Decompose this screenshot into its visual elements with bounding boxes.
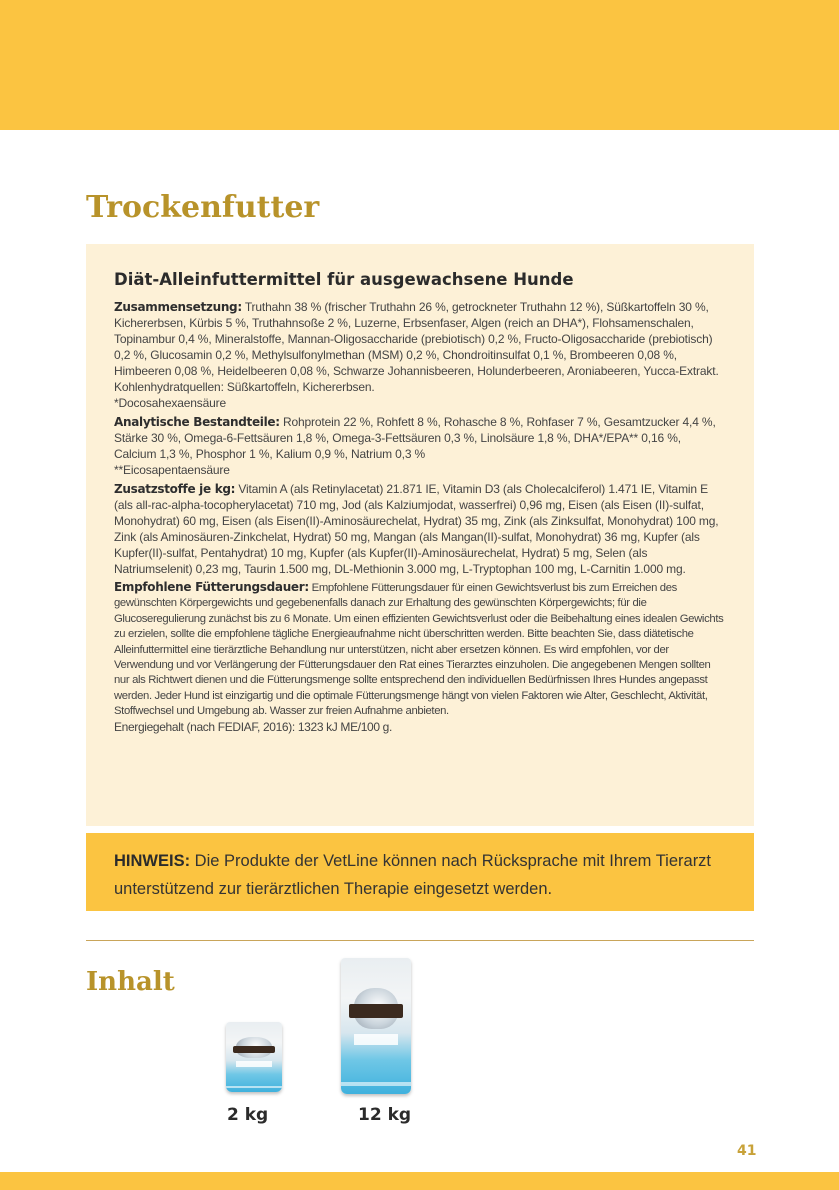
product-bag-large-image — [341, 958, 411, 1094]
top-color-band — [0, 0, 839, 130]
additives-text: Vitamin A (als Retinylacetat) 21.871 IE, Vitamin D3 (als Cholecalciferol) 1.471 IE, Vitamin E (als all-rac-alpha-tocopherylacetat) 710 mg, Jod (als Kalziumjodat, wasserfrei) 0,96 mg, Eisen (als Eisen (II)-sulfat, Monohydrat) 60 mg, Eisen (als Eisen(II)-Aminosäurechelat, Hydrat) 35 mg, Zink (als Zinksulfat, Monohydrat) 100 mg, Zink (als Aminosäuren-Zinkchelat, Hydrat) 50 mg, Mangan (als Mangan(II)-sulfat, Monohydrat) 36 mg, Kupfer (als Kupfer(II)-sulfat, Pentahydrat) 10 mg, Kupfer (als Kupfer(II)-Aminosäurechelat, Hydrat) 5 mg, Selen (als Natriumselenit) 0,23 mg, Taurin 1.500 mg, DL-Methionin 3.000 mg, L-Tryptophan 100 mg, L-Carnitin 1.000 mg. — [114, 482, 719, 576]
section-title-trockenfutter: Trockenfutter — [86, 190, 320, 225]
feeding-duration-paragraph — [114, 580, 726, 736]
product-info-box — [86, 244, 754, 826]
composition-text: Truthahn 38 % (frischer Truthahn 26 %, getrockneter Truthahn 12 %), Süßkartoffeln 30 %, Kichererbsen, Kürbis 5 %, Truthahnsoße 2 %, Luzerne, Erbsenfaser, Algen (reich an DHA*), Flohsamenschalen, Topinambur 0,4 %, Mineralstoffe, Mannan-Oligosaccharide (prebiotisch) 0,2 %, Fructo-Oligosaccharide (prebiotisch) 0,2 %, Glucosamin 0,2 %, Methylsulfonylmethan (MSM) 0,2 %, Chondroitinsulfat 0,1 %, Brombeeren 0,08 %, Himbeeren 0,08 %, Heidelbeeren 0,08 %, Schwarze Johannisbeeren, Holunderbeeren, Aroniabeeren, Yucca-Extrakt. — [114, 300, 719, 378]
section-divider — [86, 940, 754, 941]
bag-weight-large: 12 kg — [358, 1105, 412, 1125]
feeding-duration-label: Empfohlene Fütterungsdauer: — [114, 580, 309, 594]
hint-label: HINWEIS: — [114, 852, 191, 870]
carbohydrate-sources: Kohlenhydratquellen: Süßkartoffeln, Kichererbsen. — [114, 380, 375, 394]
epa-footnote: **Eicosapentaensäure — [114, 463, 230, 477]
analytical-label: Analytische Bestandteile: — [114, 415, 280, 429]
analytical-text: Rohprotein 22 %, Rohfett 8 %, Rohasche 8 %, Rohfaser 7 %, Gesamtzucker 4,4 %, Stärke 30 %, Omega-6-Fettsäuren 1,8 %, Omega-3-Fettsäuren 0,3 %, Linolsäure 1,8 %, DHA*/EPA** 0,16 %, Calcium 1,3 %, Phosphor 1 %, Kalium 0,9 %, Natrium 0,3 % — [114, 415, 716, 461]
hint-text: Die Produkte der VetLine können nach Rücksprache mit Ihrem Tierarzt unterstützend zur tierärztlichen Therapie eingesetzt werden. — [114, 852, 712, 898]
dha-footnote: *Docosahexaensäure — [114, 396, 227, 410]
product-bag-small-image — [226, 1022, 282, 1092]
section-title-inhalt: Inhalt — [86, 967, 175, 997]
composition-label: Zusammensetzung: — [114, 300, 242, 314]
bag-weight-small: 2 kg — [227, 1105, 269, 1125]
product-heading: Diät-Alleinfuttermittel für ausgewachsene Hunde — [114, 270, 574, 289]
analytical-paragraph — [114, 414, 726, 478]
composition-paragraph — [114, 299, 726, 411]
page-number: 41 — [737, 1143, 757, 1159]
hint-box — [86, 833, 754, 911]
bottom-color-band — [0, 1172, 839, 1190]
additives-label: Zusatzstoffe je kg: — [114, 482, 236, 496]
energy-content: Energiegehalt (nach FEDIAF, 2016): 1323 kJ ME/100 g. — [114, 719, 392, 734]
feeding-duration-text: Empfohlene Fütterungsdauer für einen Gewichtsverlust bis zum Erreichen des gewünschten Körpergewichts und gegebenenfalls danach zur Erhaltung des gewünschten Körpergewichts; für die Glucoseregulierung zunächst bis zu 6 Monate. Um einen effizienten Gewichtsverlust oder die Beibehaltung eines idealen Gewichts zu erzielen, sollte die empfohlene tägliche Energieaufnahme nicht überschritten werden. Bitte beachten Sie, dass diätetische Alleinfuttermittel eine tierärztliche Behandlung nur unterstützen, nicht aber ersetzen können. Es wird empfohlen, vor der Verwendung und vor Verlängerung der Fütterungsdauer den Rat eines Tierarztes einzuholen. Die angegebenen Mengen sollten nur als Richtwert dienen und die Fütterungsmenge sollte entsprechend den individuellen Bedürfnissen Ihres Hundes angepasst werden. Jeder Hund ist einzigartig und die optimale Fütterungsmenge hängt von vielen Faktoren wie Alter, Geschlecht, Aktivität, Stoffwechsel und Umgebung ab. Wasser zur freien Aufnahme anbieten. — [114, 582, 724, 718]
additives-paragraph — [114, 481, 726, 577]
